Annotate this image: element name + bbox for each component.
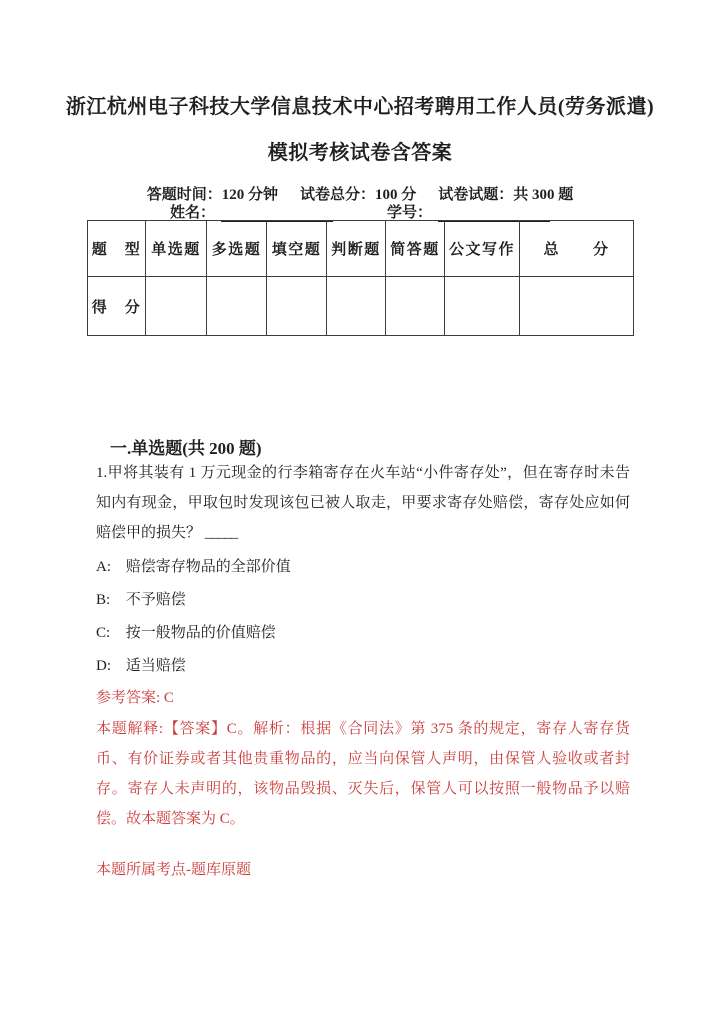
option-d (96, 650, 291, 683)
name-student-id-row (0, 201, 720, 222)
score-cell-empty (267, 277, 327, 336)
header-cell-total-score: 总 分 (520, 221, 634, 277)
answer-explanation: 本题解释:【答案】C。解析：根据《合同法》第 375 条的规定，寄存人寄存货币、有价证券或者其他贵重物品的，应当向保管人声明，由保管人验收或者封存。寄存人未声明的，该物品毁损、灭失后，保管人可以按照一般物品予以赔偿。故本题答案为 C。 (96, 721, 630, 827)
question-answer-blank: _____ (204, 525, 238, 541)
score-cell-empty (327, 277, 386, 336)
exam-question-count: 试卷试题：共 300 题 (438, 187, 574, 203)
score-cell-empty (146, 277, 207, 336)
option-b (96, 584, 291, 617)
options-list (96, 551, 291, 683)
score-row-label: 得 分 (88, 277, 146, 336)
option-b-text: 不予赔偿 (125, 592, 186, 608)
option-c (96, 617, 291, 650)
student-id-label: 学号： (387, 205, 433, 221)
option-a-label: A: (96, 559, 111, 575)
option-b-label: B: (96, 592, 111, 608)
header-cell-true-false: 判断题 (327, 221, 386, 277)
option-d-label: D: (96, 658, 111, 674)
name-label: 姓名： (169, 205, 215, 221)
header-cell-fill-blank: 填空题 (267, 221, 327, 277)
exam-duration: 答题时间：120 分钟 (146, 187, 278, 203)
table-header-row (88, 221, 634, 277)
score-cell-empty (207, 277, 267, 336)
option-a (96, 551, 291, 584)
question-source-note: 本题所属考点-题库原题 (96, 862, 251, 878)
document-title-line1: 浙江杭州电子科技大学信息技术中心招考聘用工作人员(劳务派遣) (65, 96, 655, 118)
header-cell-multi-choice: 多选题 (207, 221, 267, 277)
option-d-text: 适当赔偿 (125, 658, 186, 674)
section-heading: 一.单选题(共 200 题) (110, 439, 262, 458)
score-cell-empty (386, 277, 445, 336)
table-score-row (88, 277, 634, 336)
option-c-label: C: (96, 625, 111, 641)
reference-answer: 参考答案: C (96, 690, 174, 706)
option-c-text: 按一般物品的价值赔偿 (125, 625, 276, 641)
exam-total-score: 试卷总分：100 分 (299, 187, 417, 203)
score-summary-table (87, 220, 634, 336)
option-a-text: 赔偿寄存物品的全部价值 (125, 559, 291, 575)
question-body: 1.甲将其装有 1 万元现金的行李箱寄存在火车站“小件寄存处”，但在寄存时未告知内有现金，甲取包时发现该包已被人取走，甲要求寄存处赔偿，寄存处应如何赔偿甲的损失？ (96, 465, 630, 541)
header-cell-question-type: 题 型 (88, 221, 146, 277)
score-cell-empty (520, 277, 634, 336)
question-text (96, 458, 630, 548)
document-title-line2: 模拟考核试卷含答案 (267, 142, 453, 164)
header-cell-short-answer: 简答题 (386, 221, 445, 277)
header-cell-official-writing: 公文写作 (445, 221, 520, 277)
score-cell-empty (445, 277, 520, 336)
header-cell-single-choice: 单选题 (146, 221, 207, 277)
